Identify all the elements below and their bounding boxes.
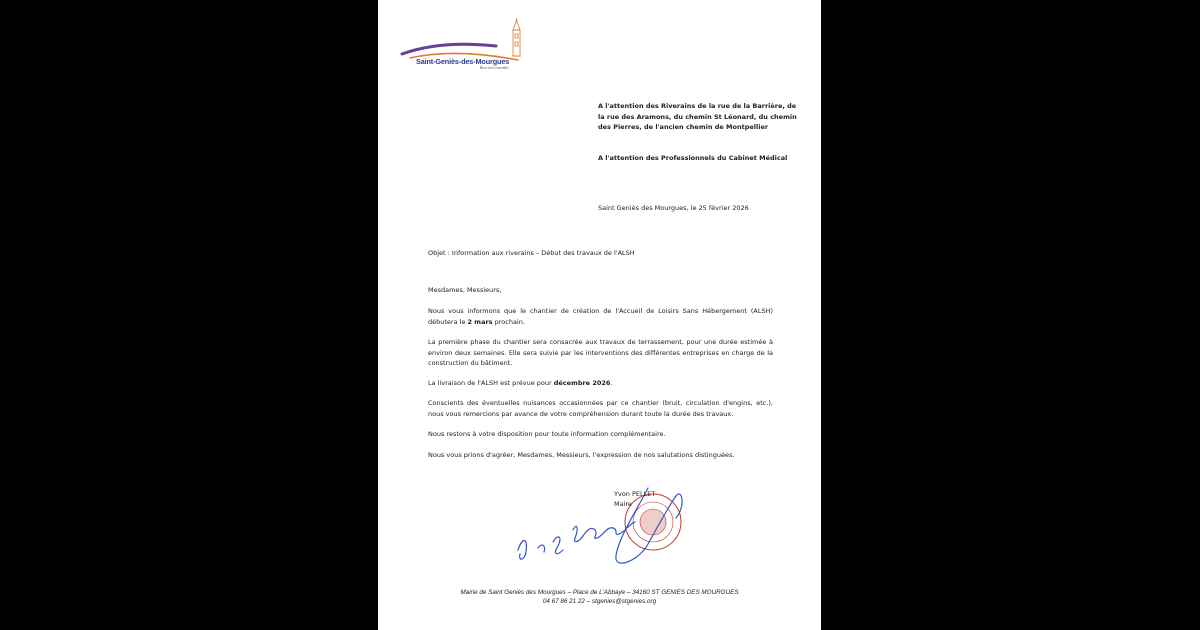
logo-tagline: Bien vivre ensemble [480, 66, 509, 70]
footer-address: Mairie de Saint Geniès des Mourgues – Place de L'Abbaye – 34160 ST GENIES DES MOURGUES [460, 589, 739, 596]
paragraph-first-phase: La première phase du chantier sera consacrée aux travaux de terrassement, pour une durée estimée à environ deux semaines. Elle sera suivie par les interventions des différentes entreprises en charge de la construction du bâtiment. [428, 338, 773, 367]
paragraph-availability: Nous restons à votre disposition pour toute information complémentaire. [428, 430, 666, 438]
delivery-date-emphasis: décembre 2026 [553, 379, 611, 387]
footer-contact: 04 67 86 21 22 – stgenies@stgenies.org [542, 598, 657, 605]
letter-page [378, 0, 821, 630]
subject-line: Objet : Information aux riverains – Début des travaux de l'ALSH [428, 249, 635, 257]
recipient-block-riverains: A l'attention des Riverains de la rue de la Barrière, de la rue des Aramons, du chemin St Léonard, du chemin des Pierres, de l'ancien chemin de Montpellier [598, 102, 797, 131]
municipality-logo [400, 18, 525, 78]
signer-name: Yvon PELLET [614, 490, 656, 498]
logo-name: Saint-Geniès-des-Mourgues [416, 57, 510, 66]
recipient-block-cabinet: A l'attention des Professionnels du Cabinet Médical [598, 154, 788, 162]
signer-title: Maire [614, 500, 632, 508]
paragraph-start-date: Nous vous informons que le chantier de création de l'Accueil de Loisirs Sans Hébergement (ALSH) débutera le 2 mars prochain. [428, 307, 773, 326]
paragraph-delivery: La livraison de l'ALSH est prévue pour décembre 2026. [428, 379, 613, 387]
stamp-and-signature-graphic [498, 478, 708, 578]
salutation: Mesdames, Messieurs, [428, 286, 502, 294]
paragraph-closing: Nous vous prions d'agréer, Mesdames, Messieurs, l'expression de nos salutations distinguées. [428, 451, 735, 459]
paragraph-nuisances: Conscients des éventuelles nuisances occasionnées par ce chantier (bruit, circulation d'engins, etc.), nous vous remercions par avance de votre compréhension durant toute la durée des travaux. [428, 399, 773, 418]
signature-area [498, 478, 708, 578]
place-date: Saint Geniès des Mourgues, le 25 février 2026 [598, 204, 749, 212]
start-date-emphasis: 2 mars [467, 317, 493, 326]
